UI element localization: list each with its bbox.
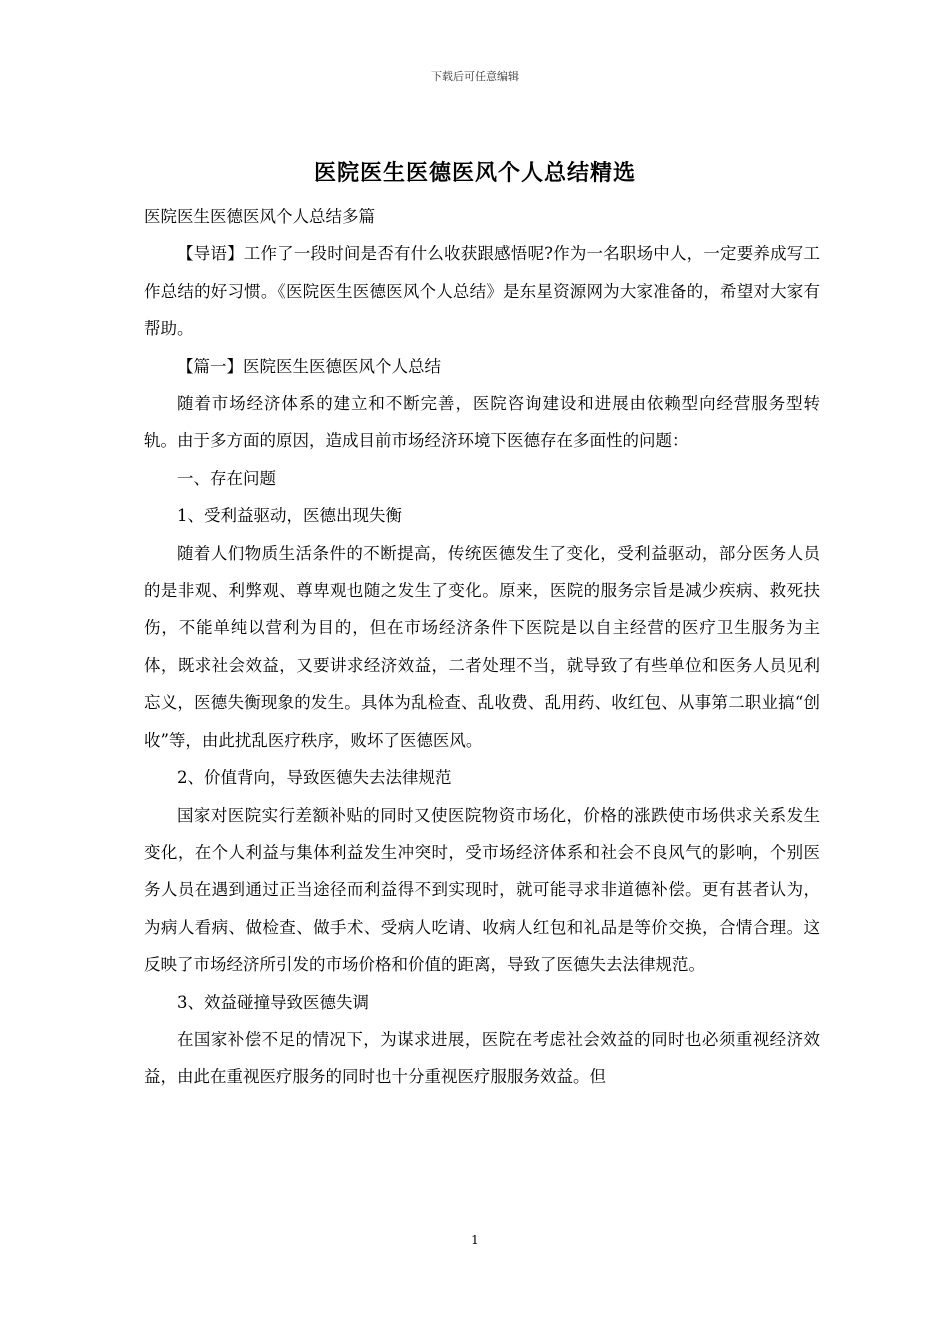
body-paragraph: 国家对医院实行差额补贴的同时又使医院物资市场化，价格的涨跌使市场供求关系发生变化，在个人利益与集体利益发生冲突时，受市场经济体系和社会不良风气的影响，个别医务人员在遇到通过正当途径而利益得不到实现时，就可能寻求非道德补偿。更有甚者认为，为病人看病、做检查、做手术、受病人吃请、收病人红包和礼品是等价交换，合情合理。这反映了市场经济所引发的市场价格和价值的距离，导致了医德失去法律规范。 xyxy=(144,805,820,975)
subheading-2: 2、价值背向，导致医德失去法律规范 xyxy=(177,768,452,788)
page-number: 1 xyxy=(471,1233,479,1247)
body-paragraph: 在国家补偿不足的情况下，为谋求进展，医院在考虑社会效益的同时也必须重视经济效益，由此在重视医疗服务的同时也十分重视医疗服服务效益。但 xyxy=(144,1029,820,1087)
subheading-3: 3、效益碰撞导致医德失调 xyxy=(177,992,369,1012)
subheading-1: 1、受利益驱动，医德出现失衡 xyxy=(177,506,402,526)
document-body xyxy=(144,198,820,1096)
section-heading-problems: 一、存在问题 xyxy=(177,468,276,488)
subtitle-paragraph: 医院医生医德医风个人总结多篇 xyxy=(144,207,375,226)
body-paragraph: 随着市场经济体系的建立和不断完善，医院咨询建设和进展由依赖型向经营服务型转轨。由于多方面的原因，造成目前市场经济环境下医德存在多面性的问题： xyxy=(144,394,820,451)
body-paragraph: 随着人们物质生活条件的不断提高，传统医德发生了变化，受利益驱动，部分医务人员的是非观、利弊观、尊卑观也随之发生了变化。原来，医院的服务宗旨是减少疾病、救死扶伤，不能单纯以营利为目的，但在市场经济条件下医院是以自主经营的医疗卫生服务为主体，既求社会效益，又要讲求经济效益，二者处理不当，就导致了有些单位和医务人员见利忘义，医德失衡现象的发生。具体为乱检查、乱收费、乱用药、收红包、从事第二职业搞“创收”等，由此扰乱医疗秩序，败坏了医德医风。 xyxy=(144,543,820,750)
header-note: 下载后可任意编辑 xyxy=(431,70,519,83)
intro-paragraph: 【导语】工作了一段时间是否有什么收获跟感悟呢?作为一名职场中人，一定要养成写工作总结的好习惯。《医院医生医德医风个人总结》是东星资源网为大家准备的，希望对大家有帮助。 xyxy=(144,244,820,339)
document-title: 医院医生医德医风个人总结精选 xyxy=(313,160,636,186)
section-heading-part-one: 【篇一】医院医生医德医风个人总结 xyxy=(177,356,441,376)
